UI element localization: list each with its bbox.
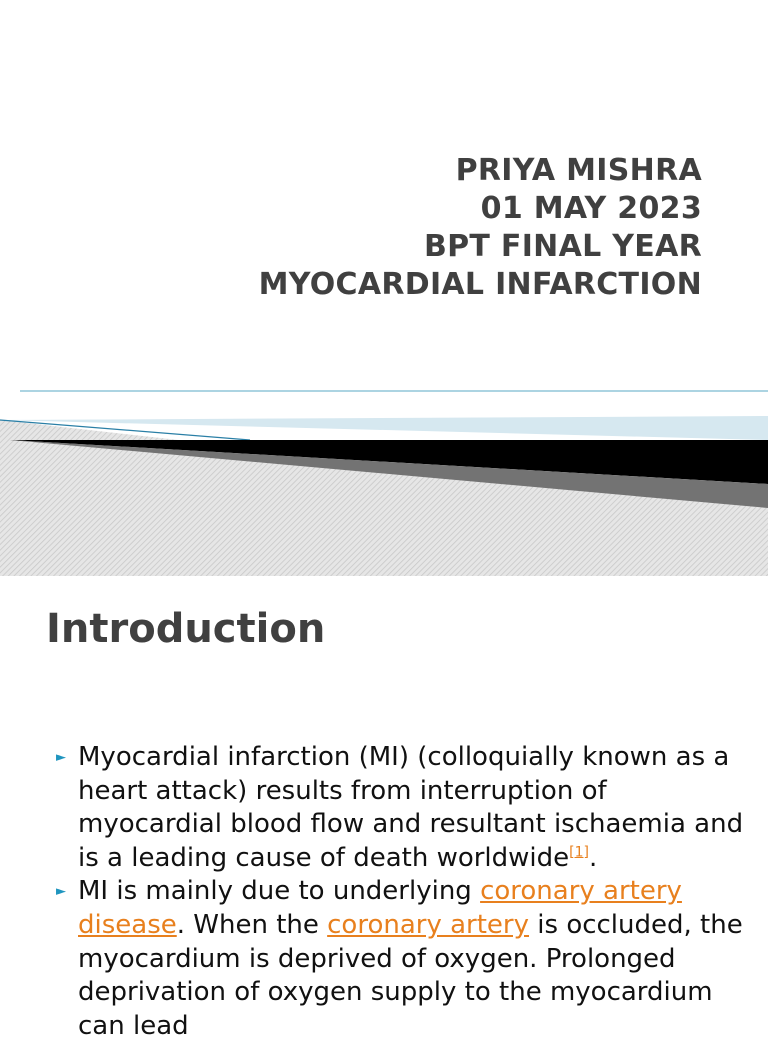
bullet-text: Myocardial infarction (MI) (colloquially known as a heart attack) results from interruption of myocardial blood flow and resultant ischaemia and is a leading cause of death worldwide — [78, 742, 744, 873]
coronary-artery-link[interactable]: coronary artery — [327, 909, 530, 940]
slide-title: Introduction — [46, 606, 326, 652]
bullet-text: is occluded, the myocardium is deprived of oxygen. Prolonged deprivation of oxygen supply to the myocardium can lead — [78, 909, 743, 1041]
presenter-name: PRIYA MISHRA — [455, 153, 702, 188]
citation-link[interactable]: [1] — [569, 844, 589, 861]
presentation-date: 01 MAY 2023 — [480, 191, 702, 226]
list-item — [54, 741, 754, 875]
coronary-artery-disease-link[interactable]: coronary artery disease — [78, 876, 682, 940]
bullet-arrow-icon: ► — [56, 750, 66, 765]
bullet-text: MI is mainly due to underlying — [78, 876, 481, 907]
presentation-topic: MYOCARDIAL INFARCTION — [258, 267, 702, 302]
course-year: BPT FINAL YEAR — [423, 229, 702, 264]
bullet-text: . When the — [176, 909, 328, 940]
bullet-end: . — [589, 842, 598, 873]
bullet-list — [54, 741, 754, 1043]
list-item — [54, 875, 754, 1043]
decorative-band — [0, 380, 768, 576]
bullet-arrow-icon: ► — [56, 884, 66, 900]
introduction-slide — [0, 576, 768, 1041]
title-block — [259, 152, 702, 304]
